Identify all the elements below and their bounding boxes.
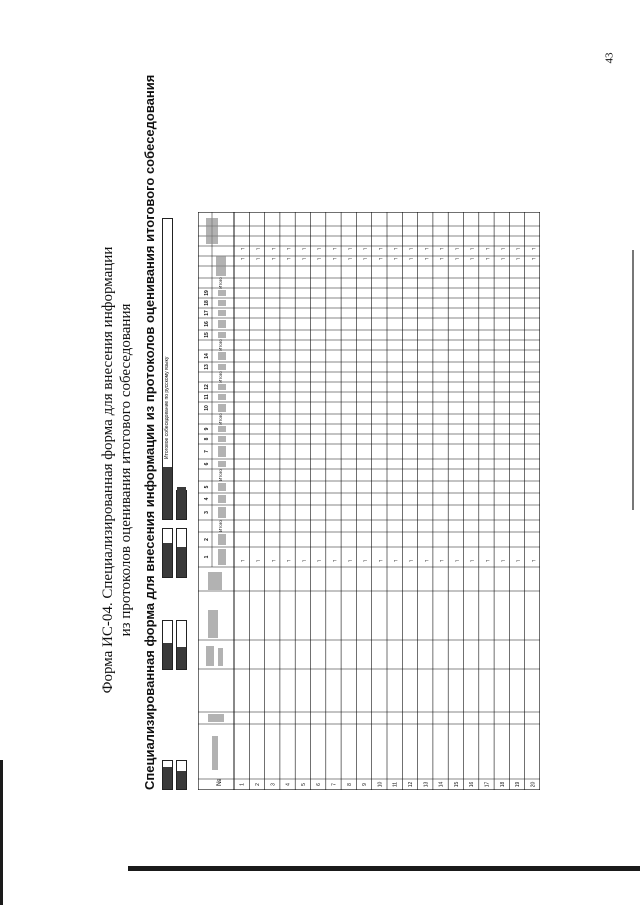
cell-tick-mark: ┐ xyxy=(407,256,414,260)
criterion-number: 10 xyxy=(204,405,210,411)
header-label-document xyxy=(206,646,214,666)
header-label-fio xyxy=(212,736,218,770)
cell-tick-mark: ┐ xyxy=(468,246,475,250)
results-table xyxy=(198,212,540,790)
cell-tick-mark: ┐ xyxy=(376,246,383,250)
rotated-document xyxy=(100,74,540,790)
criterion-header-marks xyxy=(218,300,226,306)
itogo-header: Итого xyxy=(218,339,223,351)
cell-tick-mark: ┐ xyxy=(315,256,322,260)
criterion-number: 3 xyxy=(204,511,210,514)
field-code[interactable] xyxy=(176,760,187,790)
criterion-number: 16 xyxy=(204,321,210,327)
criterion-header-marks xyxy=(218,394,226,400)
header-label-series xyxy=(208,714,224,722)
cell-tick-mark: ┐ xyxy=(483,256,490,260)
header-label-class xyxy=(208,572,222,590)
form-heading: Специализированная форма для внесения информации из протоколов оценивания итогового собеседования xyxy=(142,74,157,790)
header-no: № xyxy=(216,778,223,786)
cell-tick-mark: ┐ xyxy=(285,558,292,562)
cell-tick-mark: ┐ xyxy=(392,558,399,562)
row-number: 8 xyxy=(346,783,353,786)
criterion-number: 14 xyxy=(204,353,210,359)
cell-tick-mark: ┐ xyxy=(300,256,307,260)
row-number: 12 xyxy=(407,781,414,788)
criterion-header-marks xyxy=(218,495,226,503)
row-number: 2 xyxy=(254,783,261,786)
cell-tick-mark: ┐ xyxy=(453,558,460,562)
itogo-header: Итого xyxy=(218,469,223,481)
criterion-number: 12 xyxy=(204,384,210,390)
row-number: 16 xyxy=(469,781,476,788)
cell-tick-mark: ┐ xyxy=(438,256,445,260)
cell-tick-mark: ┐ xyxy=(453,256,460,260)
cell-tick-mark: ┐ xyxy=(330,558,337,562)
cell-tick-mark: ┐ xyxy=(269,246,276,250)
cell-tick-mark: ┐ xyxy=(330,246,337,250)
criterion-number: 18 xyxy=(204,300,210,306)
row-number: 6 xyxy=(316,783,323,786)
criterion-number: 1 xyxy=(204,555,210,559)
document-title: Форма ИС-04. Специализированная форма для внесения информации xyxy=(100,246,116,694)
criterion-header-marks xyxy=(218,507,226,518)
scan-edge-left xyxy=(0,760,3,905)
row-number: 7 xyxy=(331,783,338,786)
field-class[interactable] xyxy=(176,620,187,670)
header-label-total xyxy=(216,256,226,276)
cell-tick-mark: ┐ xyxy=(453,246,460,250)
cell-tick-mark: ┐ xyxy=(269,558,276,562)
cell-tick-mark: ┐ xyxy=(315,246,322,250)
criterion-header-marks xyxy=(218,483,226,491)
header-label-audio xyxy=(208,610,218,638)
row-number: 1 xyxy=(239,783,246,786)
scan-edge-right xyxy=(632,250,634,510)
criterion-number: 11 xyxy=(204,394,210,400)
cell-tick-mark: ┐ xyxy=(422,256,429,260)
cell-tick-mark: ┐ xyxy=(330,256,337,260)
cell-tick-mark: ┐ xyxy=(300,246,307,250)
criterion-number: 5 xyxy=(204,485,210,489)
criterion-header-marks xyxy=(218,426,226,432)
field-form[interactable] xyxy=(176,490,187,520)
field-oo-code[interactable] xyxy=(162,620,173,670)
cell-tick-mark: ┐ xyxy=(529,558,536,562)
cell-tick-mark: ┐ xyxy=(483,558,490,562)
itogo-header: Итого xyxy=(218,413,223,425)
criterion-header-marks xyxy=(218,332,226,338)
criterion-number: 15 xyxy=(204,332,210,338)
cell-tick-mark: ┐ xyxy=(514,256,521,260)
cell-tick-mark: ┐ xyxy=(300,558,307,562)
cell-tick-mark: ┐ xyxy=(514,558,521,562)
criterion-header-marks xyxy=(218,436,226,442)
field-subject[interactable] xyxy=(162,218,173,520)
itogo-header: Итого xyxy=(218,371,223,383)
row-number: 14 xyxy=(438,781,445,788)
cell-tick-mark: ┐ xyxy=(254,246,261,250)
criterion-header-marks xyxy=(218,310,226,316)
criterion-header-marks xyxy=(218,404,226,412)
row-number: 5 xyxy=(300,783,307,786)
cell-tick-mark: ┐ xyxy=(468,256,475,260)
criterion-number: 8 xyxy=(204,437,210,441)
field-date[interactable] xyxy=(162,528,173,578)
cell-tick-mark: ┐ xyxy=(499,246,506,250)
criterion-header-marks xyxy=(218,364,226,370)
criterion-number: 19 xyxy=(204,290,210,296)
row-number: 18 xyxy=(499,781,506,788)
criterion-number: 7 xyxy=(204,450,210,453)
row-number: 4 xyxy=(285,783,292,786)
scan-edge-bottom xyxy=(128,866,640,871)
cell-tick-mark: ┐ xyxy=(361,246,368,250)
page-number: 43 xyxy=(603,52,616,64)
row-number: 11 xyxy=(392,781,399,788)
cell-tick-mark: ┐ xyxy=(376,256,383,260)
criterion-number: 13 xyxy=(204,364,210,370)
document-subtitle: из протоколов оценивания итогового собеседования xyxy=(118,303,134,637)
cell-tick-mark: ┐ xyxy=(269,256,276,260)
criterion-header-marks xyxy=(218,534,226,545)
cell-tick-mark: ┐ xyxy=(407,558,414,562)
criterion-number: 9 xyxy=(204,427,210,431)
cell-tick-mark: ┐ xyxy=(392,256,399,260)
criterion-header-marks xyxy=(218,461,226,467)
cell-tick-mark: ┐ xyxy=(315,558,322,562)
cell-tick-mark: ┐ xyxy=(285,256,292,260)
cell-tick-mark: ┐ xyxy=(346,558,353,562)
row-number: 9 xyxy=(362,783,369,786)
field-auditorium[interactable] xyxy=(176,528,187,578)
cell-tick-mark: ┐ xyxy=(346,246,353,250)
cell-tick-mark: ┐ xyxy=(422,558,429,562)
cell-tick-mark: ┐ xyxy=(346,256,353,260)
cell-tick-mark: ┐ xyxy=(514,246,521,250)
criterion-header-marks xyxy=(218,352,226,360)
cell-tick-mark: ┐ xyxy=(438,558,445,562)
field-region[interactable] xyxy=(162,760,173,790)
subject-text: Итоговое собеседование по русскому языку xyxy=(164,356,170,459)
cell-tick-mark: ┐ xyxy=(239,558,246,562)
criterion-header-marks xyxy=(218,446,226,457)
row-number: 17 xyxy=(484,781,491,788)
criterion-header-marks xyxy=(218,549,226,565)
criterion-header-marks xyxy=(218,290,226,296)
itogo-header: Итого xyxy=(218,520,223,532)
cell-tick-mark: ┐ xyxy=(529,256,536,260)
row-number: 15 xyxy=(453,781,460,788)
cell-tick-mark: ┐ xyxy=(392,246,399,250)
cell-tick-mark: ┐ xyxy=(361,558,368,562)
row-number: 10 xyxy=(377,781,384,788)
cell-tick-mark: ┐ xyxy=(499,256,506,260)
row-number: 13 xyxy=(423,781,430,788)
results-table-grid xyxy=(198,212,540,790)
header-label-result xyxy=(206,218,218,244)
cell-tick-mark: ┐ xyxy=(254,558,261,562)
cell-tick-mark: ┐ xyxy=(529,246,536,250)
cell-tick-mark: ┐ xyxy=(468,558,475,562)
cell-tick-mark: ┐ xyxy=(407,246,414,250)
criterion-number: 6 xyxy=(204,462,210,466)
row-number: 19 xyxy=(515,781,522,788)
header-label-number xyxy=(218,648,223,666)
row-number: 20 xyxy=(530,781,537,788)
criterion-number: 4 xyxy=(204,497,210,501)
criterion-number: 17 xyxy=(204,310,210,316)
criterion-header-marks xyxy=(218,320,226,328)
itogo-header: Итого xyxy=(218,277,223,289)
cell-tick-mark: ┐ xyxy=(239,256,246,260)
cell-tick-mark: ┐ xyxy=(499,558,506,562)
cell-tick-mark: ┐ xyxy=(376,558,383,562)
cell-tick-mark: ┐ xyxy=(438,246,445,250)
cell-tick-mark: ┐ xyxy=(422,246,429,250)
cell-tick-mark: ┐ xyxy=(285,246,292,250)
cell-tick-mark: ┐ xyxy=(239,246,246,250)
row-number: 3 xyxy=(270,783,277,786)
cell-tick-mark: ┐ xyxy=(254,256,261,260)
criterion-header-marks xyxy=(218,384,226,390)
criterion-number: 2 xyxy=(204,538,210,541)
cell-tick-mark: ┐ xyxy=(361,256,368,260)
cell-tick-mark: ┐ xyxy=(483,246,490,250)
